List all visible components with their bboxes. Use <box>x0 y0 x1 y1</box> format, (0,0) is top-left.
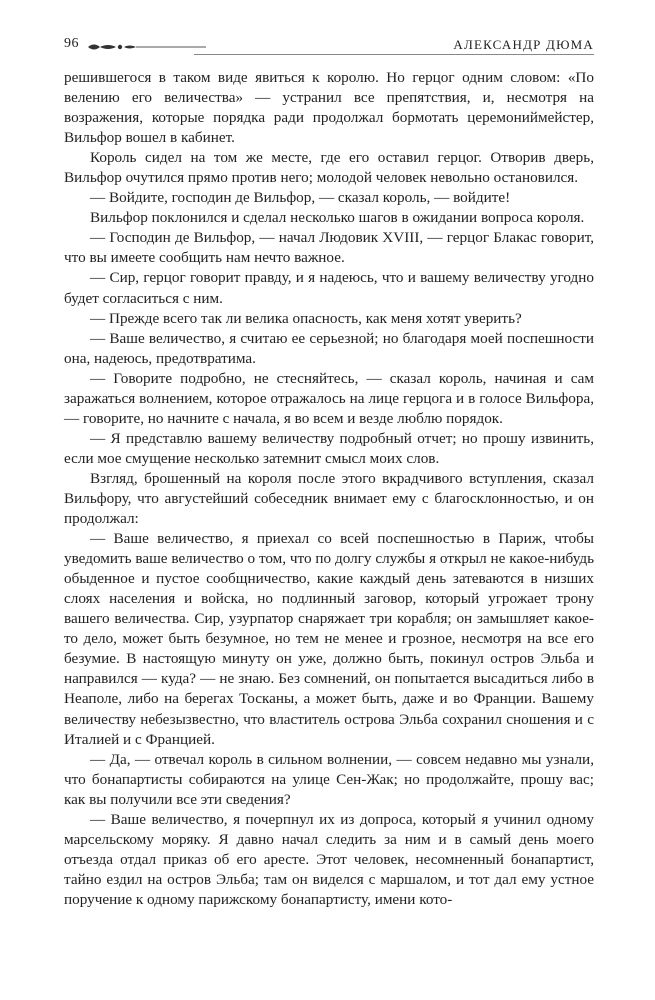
paragraph: — Ваше величество, я почерпнул их из допроса, который я учинил одному марсельскому моряку. Я давно начал следить за ним и в самый день моего отъезда отдал приказ об его аресте. Этот человек, несомненный бонапартист, тайно ездил на остров Эльба; там он виделся с маршалом, и тот дал ему устное поручение к одному парижскому бонапартисту, имени кото- <box>64 810 594 908</box>
paragraph: — Я представлю вашему величеству подробный отчет; но прошу извинить, если мое смущение несколько затемнит смысл моих слов. <box>64 429 594 467</box>
paragraph: Взгляд, брошенный на короля после этого вкрадчивого вступления, сказал Вильфору, что августейший собеседник внимает ему с благосклонностью, и он продолжал: <box>64 469 594 528</box>
paragraph: — Да, — отвечал король в сильном волнении, — совсем недавно мы узнали, что бонапартисты собираются на улице Сен-Жак; но продолжайте, прошу вас; как вы получили все эти сведения? <box>64 750 594 808</box>
paragraph: — Ваше величество, я считаю ее серьезной; но благодаря моей поспешности она, надеюсь, предотвратима. <box>64 329 594 367</box>
paragraph: Король сидел на том же месте, где его оставил герцог. Отворив дверь, Вильфор очутился прямо против него; молодой человек невольно остановился. <box>64 149 594 187</box>
header-rule <box>194 54 594 55</box>
paragraph: — Войдите, господин де Вильфор, — сказал король, — войдите! <box>90 189 511 207</box>
paragraph: Вильфор поклонился и сделал несколько шагов в ожидании вопроса короля. <box>90 209 585 227</box>
paragraph: — Прежде всего так ли велика опасность, как меня хотят уверить? <box>90 309 522 327</box>
paragraph: — Господин де Вильфор, — начал Людовик XVIII, — герцог Блакас говорит, что вы имеете сообщить нам нечто важное. <box>64 229 594 267</box>
paragraph: — Сир, герцог говорит правду, и я надеюсь, что и вашему величеству угодно будет согласиться с ним. <box>64 269 594 307</box>
ornament-flourish-icon <box>86 41 206 53</box>
running-head: АЛЕКСАНДР ДЮМА <box>453 37 594 52</box>
body-text <box>64 68 594 910</box>
page-number: 96 <box>64 36 79 51</box>
paragraph: решившегося в таком виде явиться к королю. Но герцог одним словом: «По велению его величества» — устранил все препятствия, и, несмотря на возражения, которые порядка ради продолжал бормотать церемониймейстер, Вильфор вошел в кабинет. <box>64 69 594 147</box>
page-header <box>64 36 594 58</box>
paragraph: — Говорите подробно, не стесняйтесь, — сказал король, начиная и сам заражаться волнением, которое отражалось на лице герцога и в голосе Вильфора, — говорите, но начните с начала, я во всем и везде люблю порядок. <box>64 369 594 427</box>
paragraph: — Ваше величество, я приехал со всей поспешностью в Париж, чтобы уведомить ваше величество о том, что по долгу службы я открыл не какое-нибудь обыденное и пустое сообщничество, какие каждый день затеваются в низших слоях населения и войска, но подлинный заговор, который угрожает трону вашего величества. Сир, узурпатор снаряжает три корабля; он замышляет какое-то дело, может быть безумное, но тем не менее и грозное, несмотря на все его безумие. В настоящую минуту он уже, должно быть, покинул остров Эльба и направился — куда? — не знаю. Без сомнений, он попытается высадиться либо в Неаполе, либо на берегах Тосканы, а может быть, даже и во Франции. Вашему величеству небезызвестно, что властитель острова Эльба сохранил сношения и с Италией и с Францией. <box>64 530 594 748</box>
